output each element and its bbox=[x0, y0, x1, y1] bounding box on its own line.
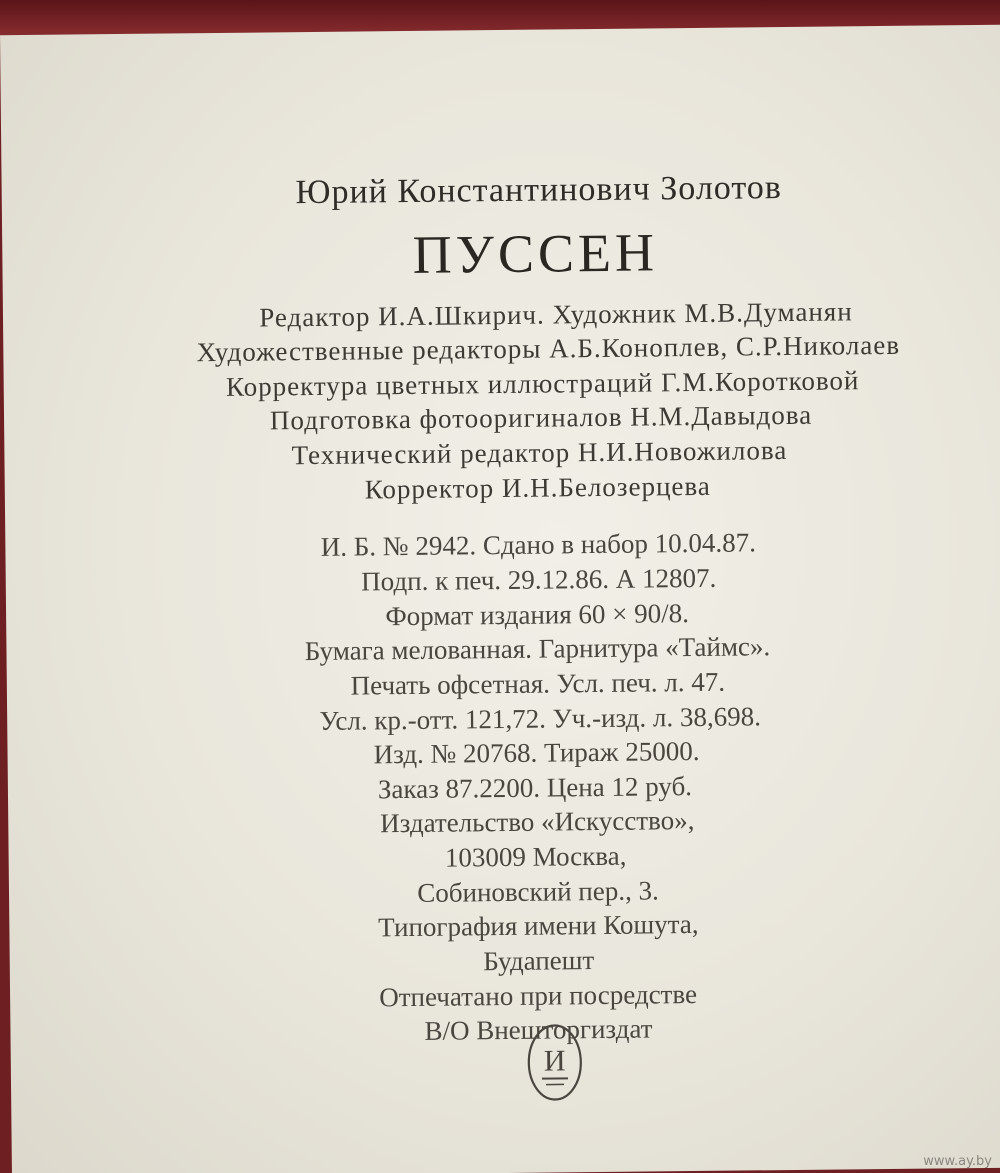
credit-line: Корректор И.Н.Белозерцева bbox=[364, 470, 711, 505]
publisher-logo-icon bbox=[525, 1022, 584, 1103]
imprint-line: 103009 Москва, bbox=[444, 840, 627, 873]
imprint-line: И. Б. № 2942. Сдано в набор 10.04.87. bbox=[320, 527, 757, 562]
imprint-line: Типография имени Кошута, bbox=[378, 908, 699, 943]
imprint-line: В/О Внешторгиздат bbox=[424, 1013, 653, 1046]
credit-line: Подготовка фотооригиналов Н.М.Давыдова bbox=[269, 399, 813, 436]
imprint-line: Изд. № 20768. Тираж 25000. bbox=[373, 735, 700, 770]
author-name: Юрий Константинович Золотов bbox=[295, 169, 783, 212]
book-title: ПУССЕН bbox=[412, 222, 659, 285]
imprint-line: Формат издания 60 × 90/8. bbox=[385, 598, 690, 632]
imprint-line: Собиновский пер., 3. bbox=[417, 875, 659, 908]
imprint-line: Печать офсетная. Усл. печ. л. 47. bbox=[350, 666, 726, 701]
book-page bbox=[0, 25, 1000, 1173]
imprint-line: Бумага мелованная. Гарнитура «Таймс». bbox=[304, 631, 771, 667]
imprint-line: Будапешт bbox=[483, 945, 595, 977]
site-watermark: www.ay.by bbox=[923, 1154, 992, 1169]
credit-line: Технический редактор Н.И.Новожилова bbox=[291, 435, 788, 471]
credit-line: Редактор И.А.Шкирич. Художник М.В.Думанян bbox=[259, 296, 853, 333]
credit-line: Корректура цветных иллюстраций Г.М.Коротковой bbox=[225, 365, 860, 402]
imprint-line: Усл. кр.-отт. 121,72. Уч.-изд. л. 38,698. bbox=[319, 701, 762, 736]
publisher-logo-letter: И bbox=[543, 1044, 566, 1078]
imprint-line: Заказ 87.2200. Цена 12 руб. bbox=[377, 771, 693, 805]
imprint-line: Отпечатано при посредстве bbox=[379, 978, 698, 1013]
imprint-line: Издательство «Искусство», bbox=[380, 805, 695, 839]
imprint-line: Подп. к печ. 29.12.86. А 12807. bbox=[361, 562, 717, 597]
credit-line: Художественные редакторы А.Б.Коноплев, С.Р.Николаев bbox=[196, 329, 901, 368]
